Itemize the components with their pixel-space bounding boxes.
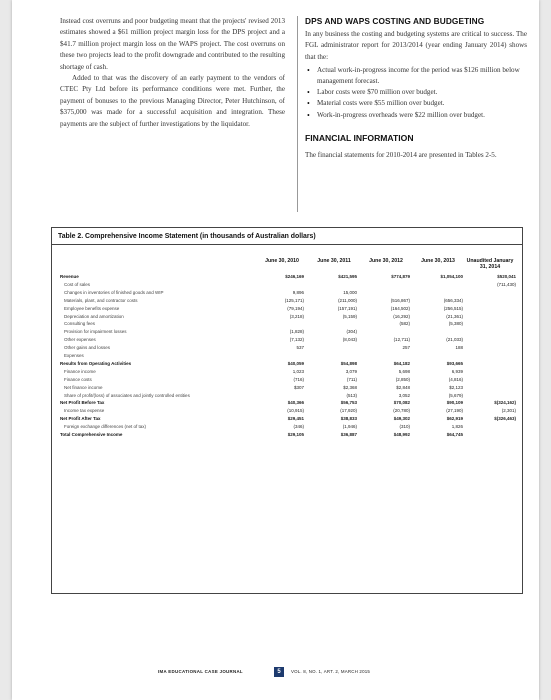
row-label: Other gains and losses (64, 345, 111, 351)
caption-divider (52, 244, 522, 245)
table-cell: $64,745 (446, 432, 463, 437)
volume-info: VOL. 8, NO. 1, ART. 2, MARCH 2015 (291, 669, 370, 674)
table-cell: (304) (346, 329, 357, 335)
row-label: Finance income (64, 368, 96, 374)
list-item: • Labor costs were $70 million over budget. (305, 87, 527, 98)
list-item: • Material costs were $55 million over budget. (305, 98, 527, 109)
table-cell: 5,698 (398, 368, 410, 374)
table-cell: 15,000 (343, 289, 357, 295)
paragraph: The financial statements for 2010-2014 are presented in Tables 2-5. (305, 151, 497, 160)
section-heading: FINANCIAL INFORMATION (305, 132, 414, 143)
row-label: Depreciation and amortization (64, 313, 124, 319)
paragraph: In any business the costing and budgeting systems are critical to success. The FGL administrator report for 2013/2014 (year ending January 2014) shows that the: (305, 30, 527, 61)
table-cell: $70,082 (393, 400, 410, 406)
table-row (60, 368, 520, 375)
table-cell: $64,182 (393, 360, 410, 366)
income-statement-table (51, 227, 523, 594)
table-cell: (164,502) (390, 305, 410, 311)
table-row (60, 273, 520, 280)
row-label: Foreign exchange differences (net of tax) (64, 424, 146, 430)
bullet-list (305, 65, 527, 121)
table-cell: (711) (346, 376, 357, 382)
table-cell: (17,920) (340, 408, 357, 414)
table-row (60, 328, 520, 335)
section-heading: DPS AND WAPS COSTING AND BUDGETING (305, 16, 485, 26)
table-cell: $40,366 (287, 400, 304, 406)
table-cell: $421,595 (338, 274, 357, 279)
table-cell: (16,292) (393, 313, 410, 319)
table-cell: $93,665 (446, 360, 463, 366)
table-cell: (1,828) (289, 329, 304, 335)
table-cell: $(326,463) (494, 416, 516, 422)
table-cell: $49,302 (393, 416, 410, 422)
table-row (60, 305, 520, 312)
column-header: Unaudited January 31, 2014 (466, 258, 514, 270)
table-cell: (21,033) (446, 337, 463, 343)
table-cell: $29,105 (287, 432, 304, 437)
page-number: 5 (274, 667, 284, 677)
row-label: Net Profit Before Tax (60, 400, 105, 406)
table-cell: $40,059 (287, 360, 304, 366)
table-cell: (516,867) (390, 297, 410, 303)
table-cell: $36,887 (340, 432, 357, 437)
row-label: Consulting fees (64, 321, 96, 327)
table-cell: $246,169 (285, 274, 304, 279)
row-label: Materials, plant, and contractor costs (64, 297, 138, 303)
table-cell: 188 (455, 345, 463, 351)
table-cell: (2,850) (395, 376, 410, 382)
row-label: Income tax expense (64, 408, 105, 414)
table-cell: $2,123 (449, 384, 463, 390)
table-cell: (711,430) (497, 281, 516, 287)
table-cell: (256,515) (443, 305, 463, 311)
table-cell: (12,711) (393, 337, 410, 343)
table-row (60, 407, 520, 414)
table-cell: 1,023 (292, 368, 304, 374)
row-label: Share of profit/(loss) of associates and jointly controlled entities (64, 392, 190, 398)
table-row (60, 392, 520, 399)
table-cell: $54,898 (340, 360, 357, 366)
table-row (60, 399, 520, 406)
row-label: Expenses (64, 353, 84, 358)
column-divider (297, 16, 298, 212)
table-row (60, 352, 520, 359)
left-text-column (60, 16, 285, 130)
table-row (60, 415, 520, 422)
table-cell: (656,334) (443, 297, 463, 303)
row-label: Provision for impairment losses (64, 329, 127, 335)
column-header: June 30, 2011 (317, 258, 351, 264)
row-label: Total Comprehensive Income (60, 432, 123, 437)
table-cell: 3,079 (345, 368, 357, 374)
table-cell: $29,451 (287, 416, 304, 422)
table-cell: 537 (296, 345, 304, 351)
table-cell: (27,190) (446, 408, 463, 414)
table-cell: (5,159) (342, 313, 357, 319)
table-cell: 257 (402, 345, 410, 351)
right-text-column (305, 16, 527, 161)
table-cell: $307 (293, 384, 304, 390)
table-row (60, 344, 520, 351)
table-row (60, 423, 520, 430)
column-header: June 30, 2013 (421, 258, 455, 264)
table-caption: Table 2. Comprehensive Income Statement (in thousands of Australian dollars) (58, 233, 316, 240)
table-row (60, 281, 520, 288)
row-label: Other expenses (64, 337, 96, 343)
table-cell: (346) (293, 424, 304, 430)
row-label: Net Profit After Tax (60, 416, 101, 422)
journal-name: IMA EDUCATIONAL CASE JOURNAL (158, 669, 243, 674)
table-row (60, 297, 520, 304)
row-label: Cost of sales (64, 281, 91, 287)
table-cell: (5,380) (448, 321, 463, 327)
table-cell: (2,301) (501, 408, 516, 414)
table-cell: (211,000) (338, 297, 357, 303)
table-row (60, 376, 520, 383)
column-header: June 30, 2012 (369, 258, 403, 264)
table-cell: $38,833 (340, 416, 357, 422)
table-row (60, 360, 520, 367)
list-item: • Actual work-in-progress income for the period was $126 million below management forecast. (305, 65, 527, 87)
table-cell: $520,041 (497, 274, 516, 279)
table-cell: (582) (399, 321, 410, 327)
table-cell: $2,848 (396, 384, 410, 390)
table-row (60, 431, 520, 438)
table-cell: 1,826 (451, 424, 463, 430)
table-cell: $774,879 (391, 274, 410, 279)
list-item: • Work-in-progress overheads were $22 million over budget. (305, 110, 527, 121)
table-cell: 9,896 (292, 289, 304, 295)
table-cell: $56,753 (340, 400, 357, 406)
table-cell: $(324,162) (494, 400, 516, 406)
table-row (60, 289, 520, 296)
row-label: Revenue (60, 274, 79, 279)
table-cell: (310) (399, 424, 410, 430)
table-cell: $48,992 (393, 432, 410, 437)
table-cell: (716) (293, 376, 304, 382)
table-cell: $90,109 (446, 400, 463, 406)
table-cell: $62,919 (446, 416, 463, 422)
paragraph: Added to that was the discovery of an early payment to the vendors of CTEC Pty Ltd before its performance conditions were met. Further, the payment of bonuses to the previous Managing Director, Peter Hutchinson, of $375,000 was made for a successful acquisition and integration. These payments are the subject of further investigations by the liquidator. (60, 74, 285, 128)
table-cell: $1,054,100 (440, 274, 463, 279)
table-cell: (513) (346, 392, 357, 398)
row-label: Changes in inventories of finished goods and WIP (64, 289, 164, 295)
row-label: Net finance income (64, 384, 103, 390)
table-cell: (3,218) (289, 313, 304, 319)
table-cell: (125,171) (284, 297, 304, 303)
table-cell: (7,132) (289, 337, 304, 343)
row-label: Results from Operating Activities (60, 360, 132, 366)
row-label: Finance costs (64, 376, 92, 382)
table-cell: (10,915) (287, 408, 304, 414)
table-row (60, 384, 520, 391)
table-cell: (157,191) (337, 305, 357, 311)
table-cell: (20,780) (393, 408, 410, 414)
row-label: Employee benefits expense (64, 305, 120, 311)
table-cell: $2,368 (343, 384, 357, 390)
table-cell: (4,816) (448, 376, 463, 382)
table-cell: (8,043) (342, 337, 357, 343)
table-cell: (1,946) (342, 424, 357, 430)
journal-page (12, 0, 539, 700)
table-cell: 6,939 (451, 368, 463, 374)
table-cell: 3,052 (398, 392, 410, 398)
table-cell: (79,194) (287, 305, 304, 311)
column-header: June 30, 2010 (265, 258, 299, 264)
table-row (60, 313, 520, 320)
table-cell: (5,679) (448, 392, 463, 398)
table-row (60, 320, 520, 327)
page-footer (12, 666, 539, 678)
table-row (60, 336, 520, 343)
table-cell: (21,361) (446, 313, 463, 319)
paragraph: Instead cost overruns and poor budgeting meant that the projects' revised 2013 estimates showed a $61 million project margin loss for the DPS project and a $41.7 million project margin loss on the WAPS project. The cost overruns on these two projects lead to the profit downgrade and contributed to the resulting shortage of cash. (60, 17, 285, 71)
